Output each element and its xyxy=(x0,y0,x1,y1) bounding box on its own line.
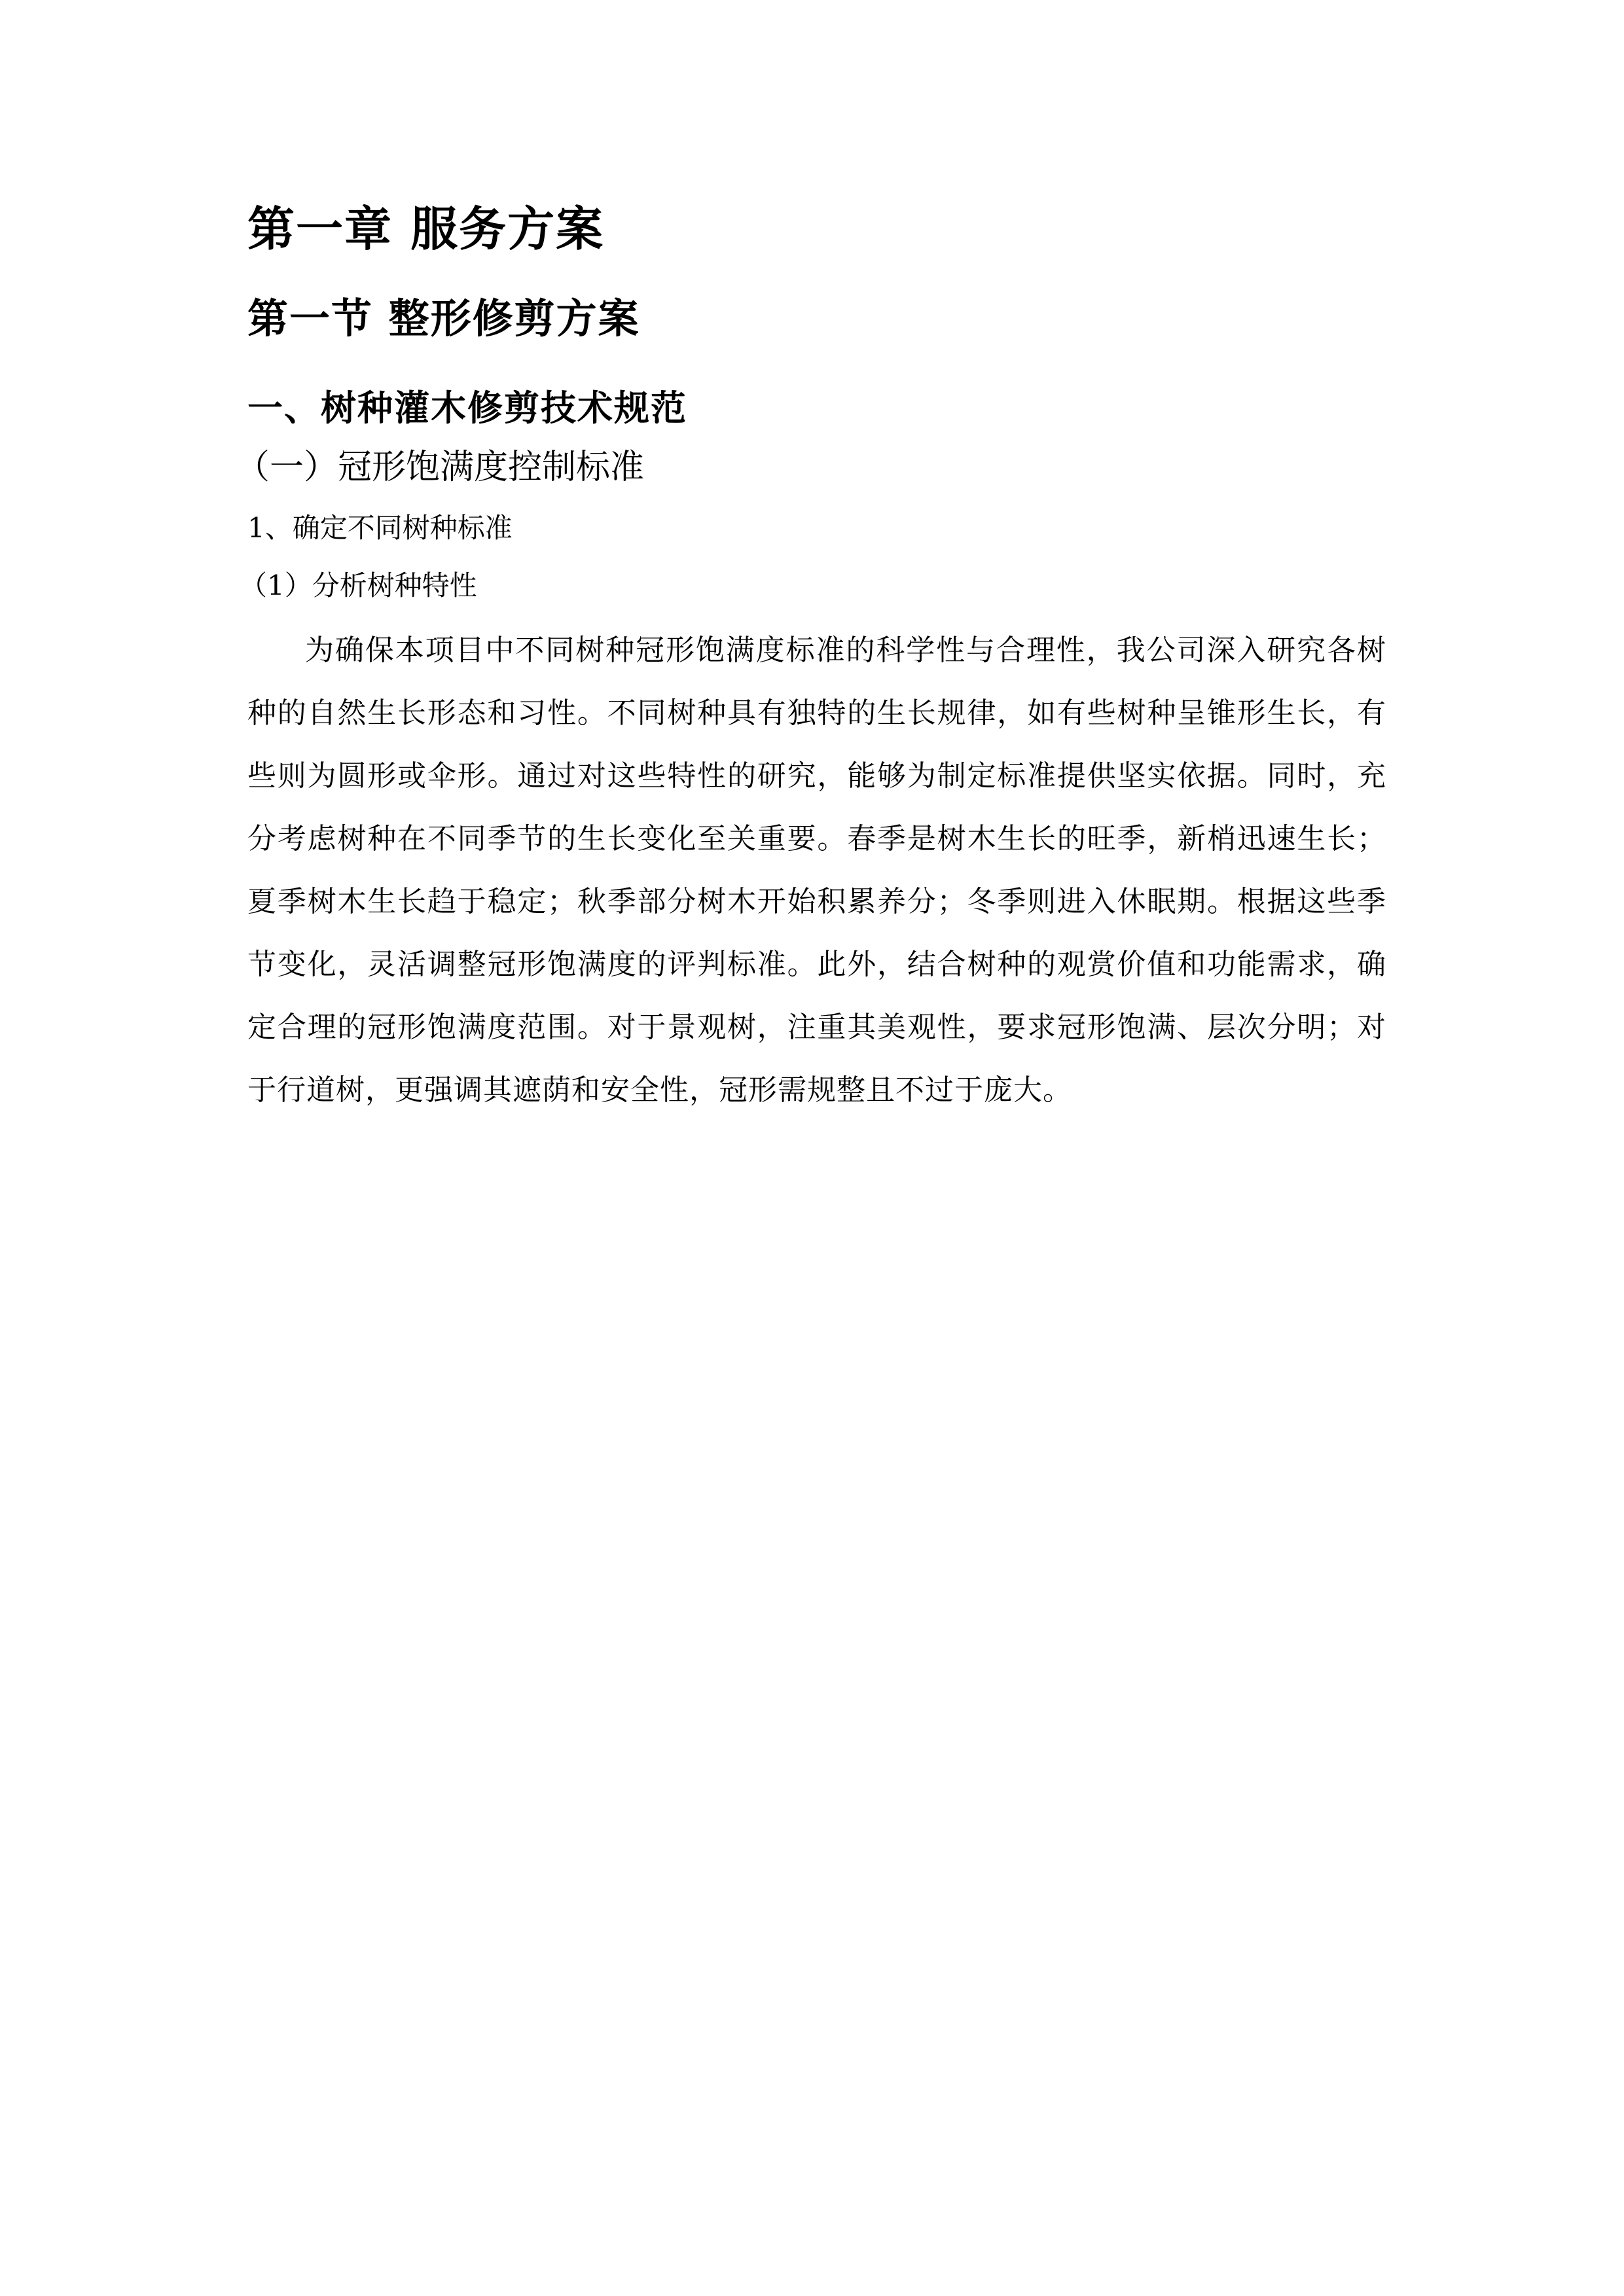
document-content xyxy=(236,196,1386,1122)
chapter-title: 第一章 服务方案 xyxy=(247,202,605,257)
heading-level-2: （一）冠形饱满度控制标准 xyxy=(236,448,645,487)
heading-level-4: （1）分析树种特性 xyxy=(240,569,477,601)
heading-level-3: 1、确定不同树种标准 xyxy=(247,512,513,544)
section-title: 第一节 整形修剪方案 xyxy=(247,295,640,342)
heading-level-1: 一、树种灌木修剪技术规范 xyxy=(247,387,687,429)
body-paragraph: 为确保本项目中不同树种冠形饱满度标准的科学性与合理性，我公司深入研究各树种的自然生长形态和习性。不同树种具有独特的生长规律，如有些树种呈锥形生长，有些则为圆形或伞形。通过对这些特性的研究，能够为制定标准提供坚实依据。同时，充分考虑树种在不同季节的生长变化至关重要。春季是树木生长的旺季，新梢迅速生长；夏季树木生长趋于稳定；秋季部分树木开始积累养分；冬季则进入休眠期。根据这些季节变化，灵活调整冠形饱满度的评判标准。此外，结合树种的观赏价值和功能需求，确定合理的冠形饱满度范围。对于景观树，注重其美观性，要求冠形饱满、层次分明；对于行道树，更强调其遮荫和安全性，冠形需规整且不过于庞大。 xyxy=(247,634,1386,1107)
